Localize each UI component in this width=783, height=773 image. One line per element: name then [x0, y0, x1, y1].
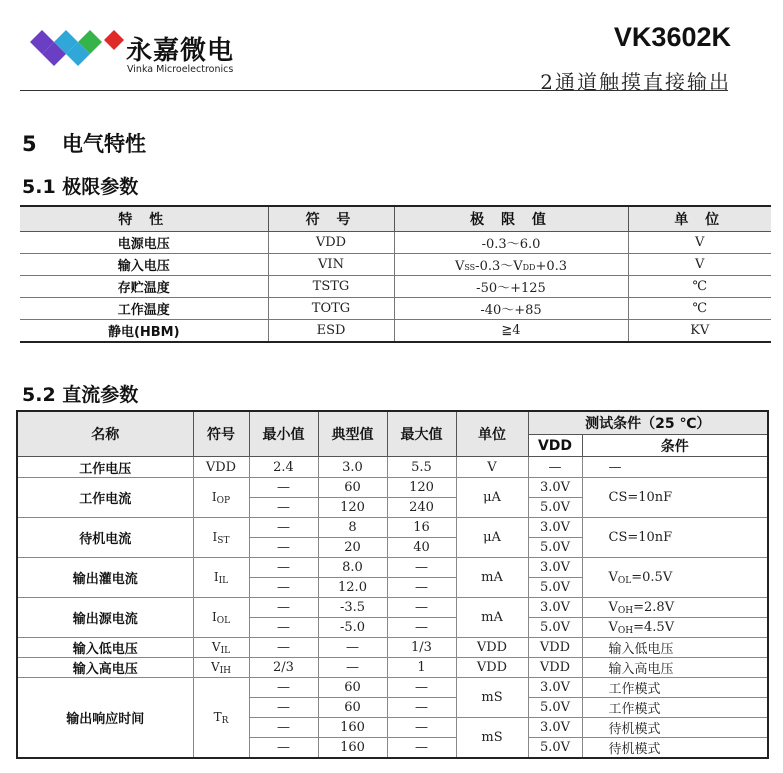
cell-vdd: 5.0V — [528, 698, 582, 718]
cell-max: — — [387, 578, 456, 598]
table-row — [17, 658, 768, 678]
cell-max: — — [387, 698, 456, 718]
cell-feature: 输入电压 — [20, 254, 268, 276]
limit-sub: SS — [464, 263, 476, 272]
cell-symbol: VIN — [268, 254, 394, 276]
table-row — [17, 678, 768, 698]
table-row — [20, 254, 771, 276]
table-row — [20, 320, 771, 343]
cell-min: — — [249, 638, 318, 658]
cell-max: 1 — [387, 658, 456, 678]
table-row — [17, 457, 768, 478]
cell-min: — — [249, 498, 318, 518]
cond-main: V — [608, 599, 618, 615]
symbol-sub: OL — [216, 615, 231, 626]
cell-symbol: ESD — [268, 320, 394, 343]
header-typ: 典型值 — [318, 411, 387, 457]
cell-name: 工作电压 — [17, 457, 193, 478]
cell-vdd: — — [528, 457, 582, 478]
absolute-max-ratings-table — [20, 205, 771, 343]
cell-max: — — [387, 738, 456, 759]
table-row — [17, 478, 768, 498]
cell-max: — — [387, 678, 456, 698]
cell-unit: V — [456, 457, 528, 478]
cell-min: — — [249, 718, 318, 738]
header-vdd: VDD — [528, 435, 582, 457]
cell-min: — — [249, 518, 318, 538]
limit-part: +0.3 — [535, 259, 568, 274]
cond-main: V — [608, 619, 618, 635]
cell-vdd: VDD — [528, 658, 582, 678]
cell-symbol: TSTG — [268, 276, 394, 298]
cell-feature: 工作温度 — [20, 298, 268, 320]
cell-condition — [582, 558, 768, 598]
cell-max: 1/3 — [387, 638, 456, 658]
table-row — [17, 518, 768, 538]
document-subtitle: 2通道触摸直接输出 — [540, 70, 731, 94]
symbol-sub: IL — [218, 575, 229, 586]
cell-vdd: 5.0V — [528, 498, 582, 518]
cell-vdd: 3.0V — [528, 478, 582, 498]
cell-limit: -50～+125 — [394, 276, 628, 298]
cell-condition: 输入高电压 — [582, 658, 768, 678]
cell-limit: -0.3～6.0 — [394, 232, 628, 254]
document-title: VK3602K — [613, 22, 731, 52]
cell-condition: CS=10nF — [582, 478, 768, 518]
cell-symbol: TOTG — [268, 298, 394, 320]
header-symbol: 符号 — [193, 411, 249, 457]
cell-unit: ℃ — [628, 276, 771, 298]
cell-min: — — [249, 578, 318, 598]
cell-vdd: 5.0V — [528, 538, 582, 558]
cell-vdd: 3.0V — [528, 718, 582, 738]
cell-condition: 待机模式 — [582, 718, 768, 738]
cell-vdd: 3.0V — [528, 558, 582, 578]
cond-main: V — [608, 569, 618, 585]
cell-typ: — — [318, 638, 387, 658]
header-condition: 条件 — [582, 435, 768, 457]
cell-min: 2/3 — [249, 658, 318, 678]
cell-symbol — [193, 598, 249, 638]
cell-min: — — [249, 678, 318, 698]
brand-name-en: Vinka Microelectronics — [127, 64, 234, 75]
table-row — [17, 598, 768, 618]
cell-vdd: 3.0V — [528, 678, 582, 698]
cell-min: — — [249, 618, 318, 638]
cell-typ: -3.5 — [318, 598, 387, 618]
cell-min: 2.4 — [249, 457, 318, 478]
cell-typ: 8.0 — [318, 558, 387, 578]
cell-max: 240 — [387, 498, 456, 518]
cell-vdd: 5.0V — [528, 578, 582, 598]
cell-min: — — [249, 698, 318, 718]
section-title: 电气特性 — [62, 132, 146, 156]
header-unit: 单位 — [456, 411, 528, 457]
cell-vdd: 3.0V — [528, 518, 582, 538]
limit-part: V — [454, 259, 465, 274]
cell-unit: KV — [628, 320, 771, 343]
cell-feature: 存贮温度 — [20, 276, 268, 298]
cell-typ: 60 — [318, 478, 387, 498]
cell-condition: 待机模式 — [582, 738, 768, 759]
cell-symbol — [193, 478, 249, 518]
table-row — [17, 638, 768, 658]
header-name: 名称 — [17, 411, 193, 457]
cell-typ: 160 — [318, 738, 387, 759]
cell-unit: VDD — [456, 638, 528, 658]
cond-sub: OL — [617, 575, 632, 586]
cell-unit: mS — [456, 718, 528, 759]
symbol-main: V — [210, 659, 220, 674]
header-feature: 特 性 — [20, 206, 268, 232]
cell-name: 待机电流 — [17, 518, 193, 558]
header-divider — [20, 90, 728, 91]
cell-unit: V — [628, 254, 771, 276]
cell-unit: mA — [456, 558, 528, 598]
cell-feature: 静电(HBM) — [20, 320, 268, 343]
cell-max: 40 — [387, 538, 456, 558]
company-logo-icon — [28, 28, 124, 80]
cell-unit: μA — [456, 478, 528, 518]
cell-max: — — [387, 718, 456, 738]
cell-symbol — [193, 678, 249, 759]
cell-unit: V — [628, 232, 771, 254]
cell-name: 输出源电流 — [17, 598, 193, 638]
header-max: 最大值 — [387, 411, 456, 457]
cell-name: 输出灌电流 — [17, 558, 193, 598]
cell-vdd: 5.0V — [528, 618, 582, 638]
header-limit: 极 限 值 — [394, 206, 628, 232]
cell-name: 工作电流 — [17, 478, 193, 518]
cell-name: 输出响应时间 — [17, 678, 193, 759]
cell-symbol — [193, 558, 249, 598]
cell-max: — — [387, 558, 456, 578]
symbol-sub: OP — [216, 495, 231, 506]
cell-condition: 工作模式 — [582, 698, 768, 718]
cell-condition — [582, 618, 768, 638]
cell-typ: — — [318, 658, 387, 678]
cell-max: 120 — [387, 478, 456, 498]
cell-typ: 8 — [318, 518, 387, 538]
cell-symbol — [193, 518, 249, 558]
cell-max: — — [387, 598, 456, 618]
cell-feature: 电源电压 — [20, 232, 268, 254]
table-row — [17, 558, 768, 578]
dc-parameters-table — [16, 410, 769, 759]
cell-max: — — [387, 618, 456, 638]
cell-unit: mS — [456, 678, 528, 718]
symbol-main: T — [213, 709, 222, 724]
header-min: 最小值 — [249, 411, 318, 457]
cell-symbol — [193, 638, 249, 658]
cell-limit: -40～+85 — [394, 298, 628, 320]
cell-condition: 输入低电压 — [582, 638, 768, 658]
brand-name-cn: 永嘉微电 — [126, 36, 235, 66]
cond-post: =4.5V — [633, 619, 675, 635]
section-number: 5 — [22, 132, 37, 156]
cell-condition: CS=10nF — [582, 518, 768, 558]
cell-typ: 60 — [318, 698, 387, 718]
cond-sub: OH — [617, 605, 634, 616]
symbol-main: I — [211, 609, 217, 624]
cond-post: =0.5V — [631, 569, 673, 585]
symbol-main: I — [211, 489, 217, 504]
table-row — [20, 298, 771, 320]
cell-min: — — [249, 558, 318, 578]
cell-unit: VDD — [456, 658, 528, 678]
table-header-row — [17, 411, 768, 435]
cell-unit: ℃ — [628, 298, 771, 320]
cell-vdd: 5.0V — [528, 738, 582, 759]
cell-typ: 12.0 — [318, 578, 387, 598]
cell-vdd: VDD — [528, 638, 582, 658]
cell-limit — [394, 254, 628, 276]
cell-typ: 20 — [318, 538, 387, 558]
cell-symbol: VDD — [268, 232, 394, 254]
cell-condition: — — [582, 457, 768, 478]
cell-limit: ≧4 — [394, 320, 628, 343]
cell-typ: -5.0 — [318, 618, 387, 638]
symbol-sub: ST — [217, 535, 230, 546]
symbol-sub: IL — [220, 645, 231, 656]
cell-symbol — [193, 658, 249, 678]
symbol-main: I — [213, 569, 219, 584]
table-header-row — [20, 206, 771, 232]
header-symbol: 符 号 — [268, 206, 394, 232]
cell-min: — — [249, 598, 318, 618]
cell-name: 输入高电压 — [17, 658, 193, 678]
cell-condition: 工作模式 — [582, 678, 768, 698]
cell-max: 16 — [387, 518, 456, 538]
symbol-main: V — [211, 639, 221, 654]
cell-min: — — [249, 738, 318, 759]
cell-unit: μA — [456, 518, 528, 558]
cell-typ: 160 — [318, 718, 387, 738]
cell-max: 5.5 — [387, 457, 456, 478]
limit-part: -0.3～V — [475, 259, 523, 274]
header-unit: 单 位 — [628, 206, 771, 232]
cell-vdd: 3.0V — [528, 598, 582, 618]
header-test-conditions: 测试条件（25 ℃） — [528, 411, 768, 435]
symbol-main: I — [212, 529, 218, 544]
cell-symbol: VDD — [193, 457, 249, 478]
symbol-sub: IH — [219, 665, 232, 676]
subsection-heading-absolute: 5.1 极限参数 — [22, 176, 139, 198]
cond-post: =2.8V — [633, 599, 675, 615]
section-heading — [22, 128, 146, 158]
cell-typ: 3.0 — [318, 457, 387, 478]
cell-typ: 120 — [318, 498, 387, 518]
symbol-sub: R — [221, 715, 229, 726]
table-row — [20, 276, 771, 298]
cell-condition — [582, 598, 768, 618]
cell-typ: 60 — [318, 678, 387, 698]
cell-name: 输入低电压 — [17, 638, 193, 658]
cell-min: — — [249, 538, 318, 558]
subsection-heading-dc: 5.2 直流参数 — [22, 384, 139, 406]
table-row — [20, 232, 771, 254]
cond-sub: OH — [617, 625, 634, 636]
cell-min: — — [249, 478, 318, 498]
limit-sub: DD — [522, 263, 536, 272]
cell-unit: mA — [456, 598, 528, 638]
